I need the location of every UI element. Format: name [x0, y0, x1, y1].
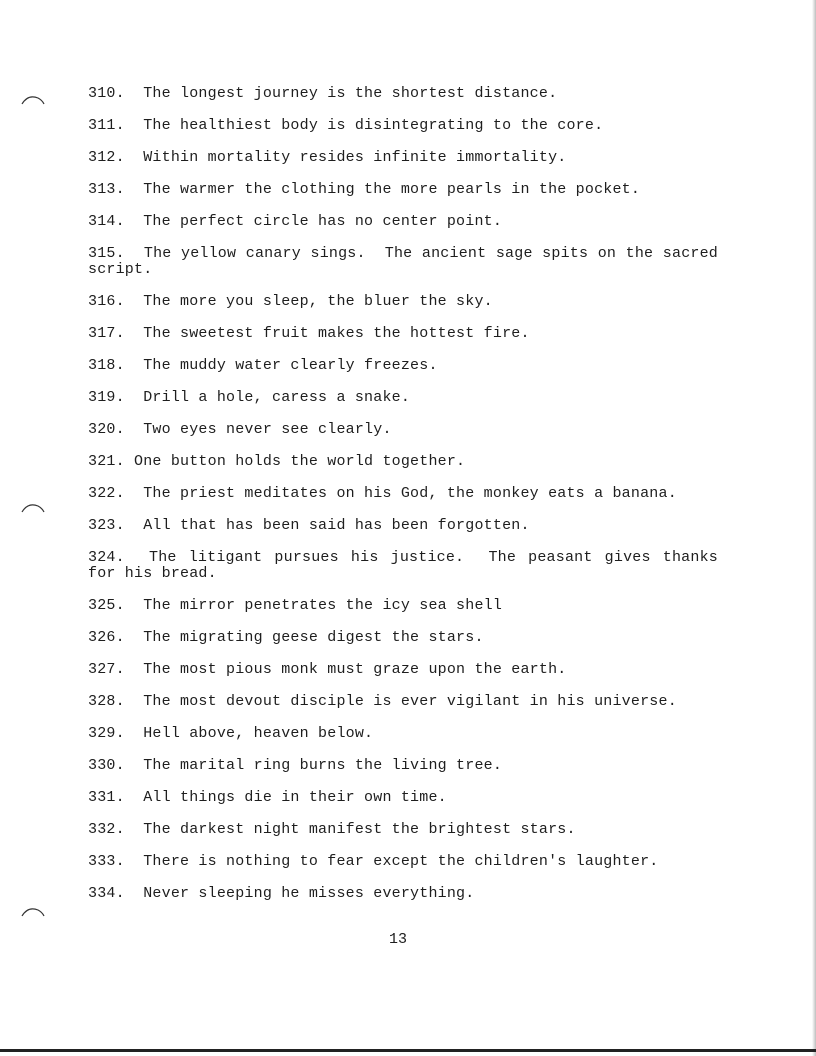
- list-item: 311. The healthiest body is disintegrating to the core.: [88, 117, 604, 134]
- list-item: 320. Two eyes never see clearly.: [88, 421, 392, 438]
- numbered-sentence-list: [88, 85, 728, 918]
- list-item: 317. The sweetest fruit makes the hottest fire.: [88, 325, 530, 342]
- list-item: 312. Within mortality resides infinite immortality.: [88, 149, 567, 166]
- list-item: 330. The marital ring burns the living tree.: [88, 757, 503, 774]
- binder-hole-mark: [20, 92, 46, 108]
- list-item: 332. The darkest night manifest the brightest stars.: [88, 821, 576, 838]
- list-item: 310. The longest journey is the shortest distance.: [88, 85, 558, 102]
- binder-hole-mark: [20, 904, 46, 920]
- list-item: 321. One button holds the world together.: [88, 453, 466, 470]
- list-item: 327. The most pious monk must graze upon the earth.: [88, 661, 567, 678]
- list-item: 331. All things die in their own time.: [88, 789, 447, 806]
- binder-hole-mark: [20, 500, 46, 516]
- page-number: 13: [388, 931, 407, 948]
- list-item: 315. The yellow canary sings. The ancient sage spits on the sacred script.: [88, 245, 728, 278]
- list-item: 324. The litigant pursues his justice. The peasant gives thanks for his bread.: [88, 549, 728, 582]
- list-item: 319. Drill a hole, caress a snake.: [88, 389, 411, 406]
- list-item: 328. The most devout disciple is ever vigilant in his universe.: [88, 693, 677, 710]
- scan-edge-bottom: [0, 1049, 816, 1052]
- list-item: 313. The warmer the clothing the more pearls in the pocket.: [88, 181, 641, 198]
- list-item: 314. The perfect circle has no center point.: [88, 213, 503, 230]
- list-item: 316. The more you sleep, the bluer the sky.: [88, 293, 493, 310]
- list-item: 323. All that has been said has been forgotten.: [88, 517, 530, 534]
- list-item: 322. The priest meditates on his God, the monkey eats a banana.: [88, 485, 677, 502]
- list-item: 333. There is nothing to fear except the children's laughter.: [88, 853, 659, 870]
- list-item: 325. The mirror penetrates the icy sea shell: [88, 597, 503, 614]
- list-item: 326. The migrating geese digest the stars.: [88, 629, 484, 646]
- scan-edge-right: [812, 0, 816, 1056]
- list-item: 329. Hell above, heaven below.: [88, 725, 374, 742]
- list-item: 334. Never sleeping he misses everything.: [88, 885, 475, 902]
- list-item: 318. The muddy water clearly freezes.: [88, 357, 438, 374]
